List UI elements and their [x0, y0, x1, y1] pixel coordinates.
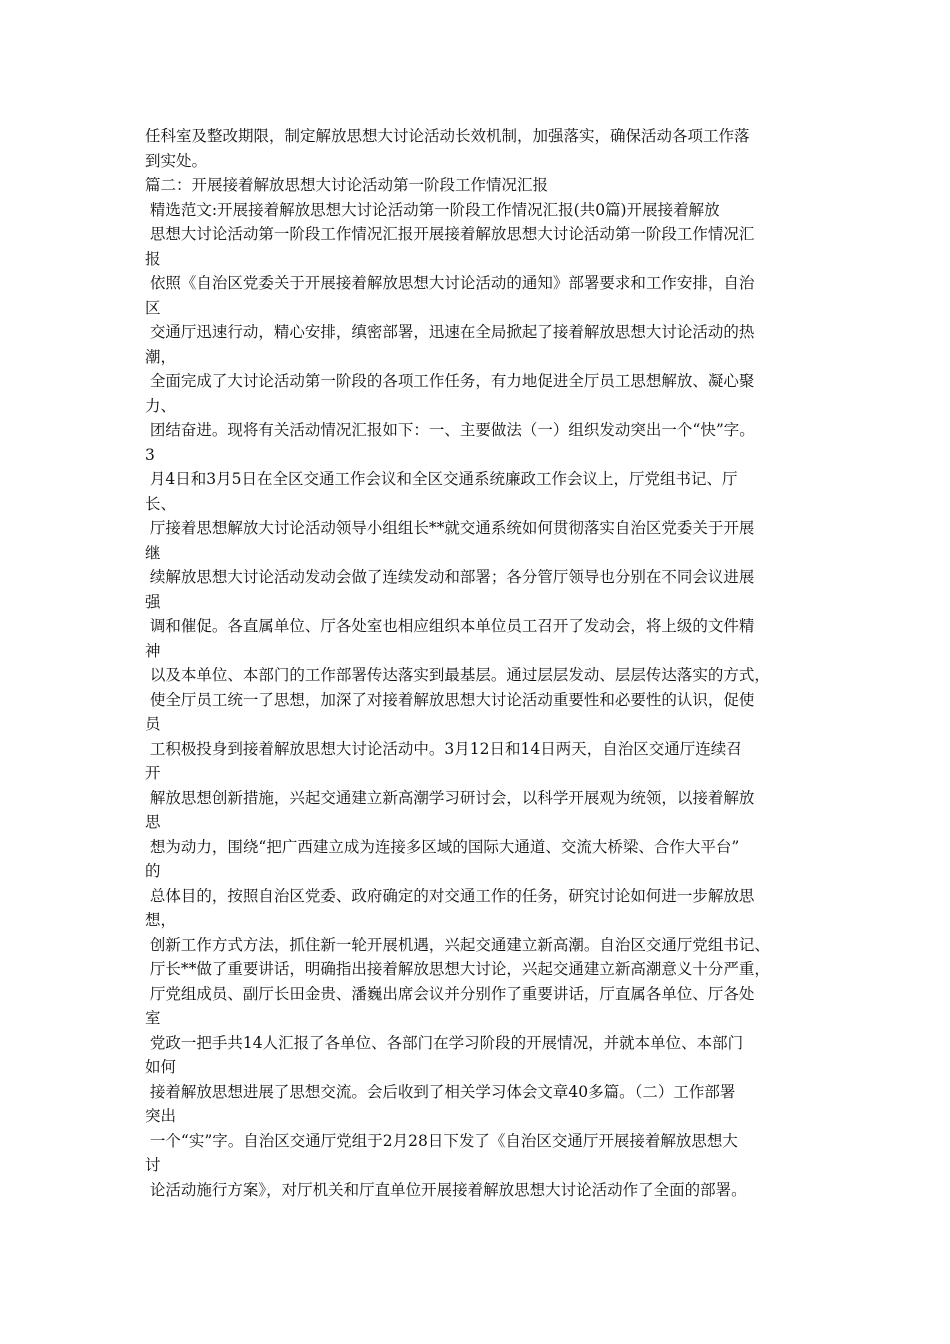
text-line: 厅接着思想解放大讨论活动领导小组组长**就交通系统如何贯彻落实自治区党委关于开展	[145, 519, 755, 537]
text-line: 的	[145, 862, 161, 880]
text-line: 续解放思想大讨论活动发动会做了连续发动和部署；各分管厅领导也分别在不同会议进展	[145, 568, 755, 586]
text-line: 3	[145, 445, 155, 464]
text-line: 区	[145, 298, 161, 317]
text-line: 潮，	[145, 347, 177, 366]
text-line: 篇二：开展接着解放思想大讨论活动第一阶段工作情况汇报	[145, 176, 549, 194]
text-line: 厅长**做了重要讲话，明确指出接着解放思想大讨论，兴起交通建立新高潮意义十分严重，	[145, 960, 770, 978]
text-line: 开	[145, 764, 161, 782]
text-line: 党政一把手共14人汇报了各单位、各部门在学习阶段的开展情况，并就本单位、本部门	[145, 1033, 744, 1052]
text-line: 论活动施行方案》，对厅机关和厅直单位开展接着解放思想大讨论活动作了全面的部署。	[145, 1180, 747, 1199]
text-line: 全面完成了大讨论活动第一阶段的各项工作任务，有力地促进全厅员工思想解放、凝心聚	[145, 372, 755, 390]
text-line: 员	[145, 715, 161, 733]
text-line: 力、	[145, 396, 177, 415]
text-line: 神	[145, 641, 161, 660]
text-line: 团结奋进。现将有关活动情况汇报如下：一、主要做法（一）组织发动突出一个“快”字。	[145, 421, 755, 439]
text-line: 突出	[145, 1107, 177, 1125]
text-line: 交通厅迅速行动，精心安排，缜密部署，迅速在全局掀起了接着解放思想大讨论活动的热	[145, 323, 755, 341]
text-line: 总体目的，按照自治区党委、政府确定的对交通工作的任务，研究讨论如何进一步解放思	[145, 886, 755, 905]
text-line: 报	[145, 249, 161, 268]
text-line: 如何	[145, 1058, 177, 1076]
text-line: 解放思想创新措施，兴起交通建立新高潮学习研讨会，以科学开展观为统领，以接着解放	[145, 788, 755, 807]
text-line: 继	[145, 543, 161, 562]
text-line: 调和催促。各直属单位、厅各处室也相应组织本单位员工召开了发动会，将上级的文件精	[145, 617, 755, 635]
text-line: 到实处。	[145, 151, 208, 170]
text-line: 想为动力，围绕“把广西建立成为连接多区域的国际大通道、交流大桥梁、合作大平台”	[145, 837, 740, 856]
text-line: 使全厅员工统一了思想，加深了对接着解放思想大讨论活动重要性和必要性的认识，促使	[145, 690, 755, 709]
text-line: 思	[145, 813, 161, 831]
text-line: 创新工作方式方法，抓住新一轮开展机遇，兴起交通建立新高潮。自治区交通厅党组书记、	[145, 935, 770, 954]
text-line: 一个“实”字。自治区交通厅党组于2月28日下发了《自治区交通厅开展接着解放思想大	[145, 1131, 738, 1150]
text-line: 以及本单位、本部门的工作部署传达落实到最基层。通过层层发动、层层传达落实的方式，	[145, 666, 770, 684]
text-line: 接着解放思想进展了思想交流。会后收到了相关学习体会文章40多篇。（二）工作部署	[145, 1082, 736, 1101]
text-line: 依照《自治区党委关于开展接着解放思想大讨论活动的通知》部署要求和工作安排，自治	[145, 274, 755, 292]
text-line: 思想大讨论活动第一阶段工作情况汇报开展接着解放思想大讨论活动第一阶段工作情况汇	[145, 225, 755, 243]
document-body	[145, 124, 825, 1202]
text-line: 工积极投身到接着解放思想大讨论活动中。3月12日和14日两天，自治区交通厅连续召	[145, 739, 742, 758]
text-line: 强	[145, 592, 161, 611]
text-line: 室	[145, 1009, 161, 1027]
text-line: 精选范文:开展接着解放思想大讨论活动第一阶段工作情况汇报(共0篇)开展接着解放	[145, 200, 720, 219]
text-line: 想，	[145, 911, 177, 929]
text-line: 厅党组成员、副厅长田金贵、潘巍出席会议并分别作了重要讲话，厅直属各单位、厅各处	[145, 984, 755, 1003]
text-line: 讨	[145, 1156, 161, 1174]
text-line: 长、	[145, 494, 177, 513]
text-line: 月4日和3月5日在全区交通工作会议和全区交通系统廉政工作会议上，厅党组书记、厅	[145, 470, 738, 488]
text-line: 任科室及整改期限，制定解放思想大讨论活动长效机制，加强落实，确保活动各项工作落	[145, 127, 750, 145]
